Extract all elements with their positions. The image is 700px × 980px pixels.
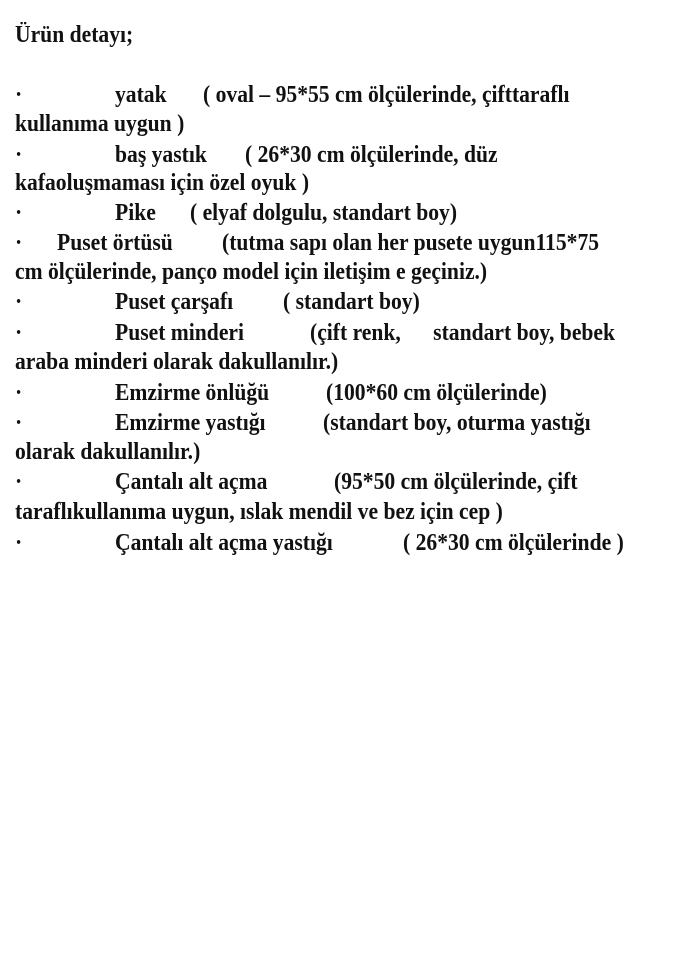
bullet: ·: [15, 320, 23, 346]
item-detail-continued: kullanıma uygun ): [15, 111, 185, 137]
document-title: Ürün detayı;: [15, 22, 134, 48]
item-name: Çantalı alt açma yastığı: [115, 530, 333, 556]
bullet: ·: [15, 142, 23, 168]
item-name: baş yastık: [115, 142, 207, 168]
item-name: Emzirme yastığı: [115, 410, 266, 436]
bullet: ·: [15, 410, 23, 436]
item-name: Puset çarşafı: [115, 289, 234, 315]
item-detail-continued: cm ölçülerinde, panço model için iletişim e geçiniz.): [15, 259, 488, 285]
item-name: Puset minderi: [115, 320, 244, 346]
bullet: ·: [15, 230, 23, 256]
item-detail: ( standart boy): [283, 289, 420, 315]
item-name: yatak: [115, 82, 167, 108]
bullet: ·: [15, 289, 23, 315]
item-detail: ( 26*30 cm ölçülerinde ): [403, 530, 624, 556]
item-detail: (tutma sapı olan her pusete uygun115*75: [222, 230, 600, 256]
item-detail: ( elyaf dolgulu, standart boy): [190, 200, 458, 226]
item-detail: (100*60 cm ölçülerinde): [326, 380, 547, 406]
item-detail-continued: araba minderi olarak dakullanılır.): [15, 349, 339, 375]
item-name: Pike: [115, 200, 156, 226]
item-name: Çantalı alt açma: [115, 469, 268, 495]
item-name: Puset örtüsü: [57, 230, 173, 256]
item-detail-continued: taraflıkullanıma uygun, ıslak mendil ve bez için cep ): [15, 499, 503, 525]
item-detail: ( oval – 95*55 cm ölçülerinde, çifttaraflı: [203, 82, 570, 108]
item-detail: (standart boy, oturma yastığı: [323, 410, 591, 436]
item-detail: ( 26*30 cm ölçülerinde, düz: [245, 142, 498, 168]
item-detail: (95*50 cm ölçülerinde, çift: [334, 469, 578, 495]
bullet: ·: [15, 469, 23, 495]
bullet: ·: [15, 380, 23, 406]
item-detail-continued: olarak dakullanılır.): [15, 439, 201, 465]
item-detail-continued: kafaoluşmaması için özel oyuk ): [15, 170, 310, 196]
bullet: ·: [15, 530, 23, 556]
item-detail: (çift renk, standart boy, bebek: [310, 320, 616, 346]
bullet: ·: [15, 82, 23, 108]
bullet: ·: [15, 200, 23, 226]
item-name: Emzirme önlüğü: [115, 380, 270, 406]
